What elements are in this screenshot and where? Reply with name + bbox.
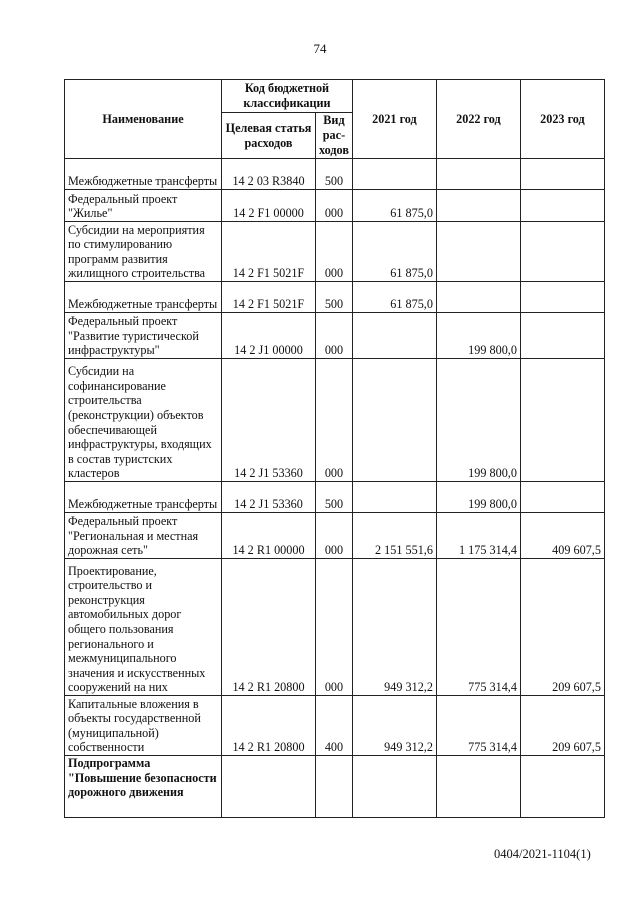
- row-value-2023: [520, 190, 604, 222]
- row-value-2022: 199 800,0: [436, 359, 520, 482]
- row-value-2022: 775 314,4: [436, 696, 520, 756]
- row-value-2021: [352, 756, 436, 818]
- row-name: Капитальные вложения в объекты государственной (муниципальной) собственности: [65, 696, 222, 756]
- row-value-2023: 209 607,5: [520, 559, 604, 696]
- row-target-article: 14 2 F1 00000: [222, 190, 316, 222]
- table-row: [65, 222, 605, 282]
- row-value-2023: [520, 756, 604, 818]
- row-value-2022: [436, 190, 520, 222]
- row-value-2021: 61 875,0: [352, 282, 436, 313]
- row-name: Межбюджетные трансферты: [65, 282, 222, 313]
- row-name: Федеральный проект "Жилье": [65, 190, 222, 222]
- row-value-2023: [520, 359, 604, 482]
- row-name: Межбюджетные трансферты: [65, 159, 222, 190]
- row-target-article: 14 2 J1 53360: [222, 359, 316, 482]
- row-target-article: 14 2 R1 00000: [222, 513, 316, 559]
- table-row: [65, 513, 605, 559]
- table-row: [65, 313, 605, 359]
- row-name: Федеральный проект "Развитие туристической инфраструктуры": [65, 313, 222, 359]
- row-value-2021: 949 312,2: [352, 696, 436, 756]
- row-name: Субсидии на мероприятия по стимулированию программ развития жилищного строительства: [65, 222, 222, 282]
- table-row: [65, 696, 605, 756]
- row-value-2022: [436, 282, 520, 313]
- table-row: [65, 190, 605, 222]
- row-value-2021: 2 151 551,6: [352, 513, 436, 559]
- row-target-article: 14 2 R1 20800: [222, 559, 316, 696]
- row-name: Федеральный проект "Региональная и местная дорожная сеть": [65, 513, 222, 559]
- table-row: [65, 359, 605, 482]
- row-expense-type: 000: [316, 222, 353, 282]
- table-row: [65, 159, 605, 190]
- row-value-2023: 209 607,5: [520, 696, 604, 756]
- table-row: [65, 559, 605, 696]
- header-expense-type: Вид рас-ходов: [316, 113, 353, 159]
- row-name: Подпрограмма "Повышение безопасности дорожного движения: [65, 756, 222, 818]
- row-expense-type: 000: [316, 513, 353, 559]
- row-expense-type: 000: [316, 313, 353, 359]
- row-name: Межбюджетные трансферты: [65, 482, 222, 513]
- row-value-2023: [520, 222, 604, 282]
- row-target-article: 14 2 F1 5021F: [222, 222, 316, 282]
- row-value-2023: 409 607,5: [520, 513, 604, 559]
- header-year-2022: 2022 год: [436, 80, 520, 159]
- table-row: [65, 756, 605, 818]
- header-target-article: Целевая статья расходов: [222, 113, 316, 159]
- row-value-2022: [436, 756, 520, 818]
- row-expense-type: 000: [316, 190, 353, 222]
- row-value-2022: [436, 159, 520, 190]
- row-value-2021: 949 312,2: [352, 559, 436, 696]
- row-value-2021: 61 875,0: [352, 190, 436, 222]
- row-expense-type: 500: [316, 159, 353, 190]
- header-year-2021: 2021 год: [352, 80, 436, 159]
- header-name: Наименование: [65, 80, 222, 159]
- header-year-2023: 2023 год: [520, 80, 604, 159]
- row-expense-type: [316, 756, 353, 818]
- row-target-article: 14 2 R1 20800: [222, 696, 316, 756]
- row-value-2021: [352, 359, 436, 482]
- row-value-2022: 199 800,0: [436, 482, 520, 513]
- row-expense-type: 500: [316, 282, 353, 313]
- row-target-article: 14 2 03 R3840: [222, 159, 316, 190]
- row-name: Субсидии на софинансирование строительства (реконструкции) объектов обеспечивающей инфраструктуры, входящих в состав туристских кластеров: [65, 359, 222, 482]
- budget-table: [64, 79, 605, 818]
- row-value-2022: [436, 222, 520, 282]
- row-value-2023: [520, 282, 604, 313]
- row-value-2022: 1 175 314,4: [436, 513, 520, 559]
- row-value-2022: 775 314,4: [436, 559, 520, 696]
- row-target-article: [222, 756, 316, 818]
- row-expense-type: 400: [316, 696, 353, 756]
- row-expense-type: 500: [316, 482, 353, 513]
- row-value-2023: [520, 159, 604, 190]
- row-value-2021: [352, 313, 436, 359]
- row-name: Проектирование, строительство и реконструкция автомобильных дорог общего пользования регионального и межмуниципального значения и искусственных сооружений на них: [65, 559, 222, 696]
- table-row: [65, 482, 605, 513]
- header-budget-classification: Код бюджетной классификации: [222, 80, 353, 113]
- row-value-2022: 199 800,0: [436, 313, 520, 359]
- row-value-2023: [520, 313, 604, 359]
- row-value-2021: 61 875,0: [352, 222, 436, 282]
- row-expense-type: 000: [316, 559, 353, 696]
- row-target-article: 14 2 J1 53360: [222, 482, 316, 513]
- row-value-2021: [352, 159, 436, 190]
- page-number: 74: [313, 41, 327, 56]
- row-expense-type: 000: [316, 359, 353, 482]
- row-value-2021: [352, 482, 436, 513]
- row-target-article: 14 2 F1 5021F: [222, 282, 316, 313]
- row-value-2023: [520, 482, 604, 513]
- table-row: [65, 282, 605, 313]
- document-code: 0404/2021-1104(1): [494, 847, 591, 861]
- row-target-article: 14 2 J1 00000: [222, 313, 316, 359]
